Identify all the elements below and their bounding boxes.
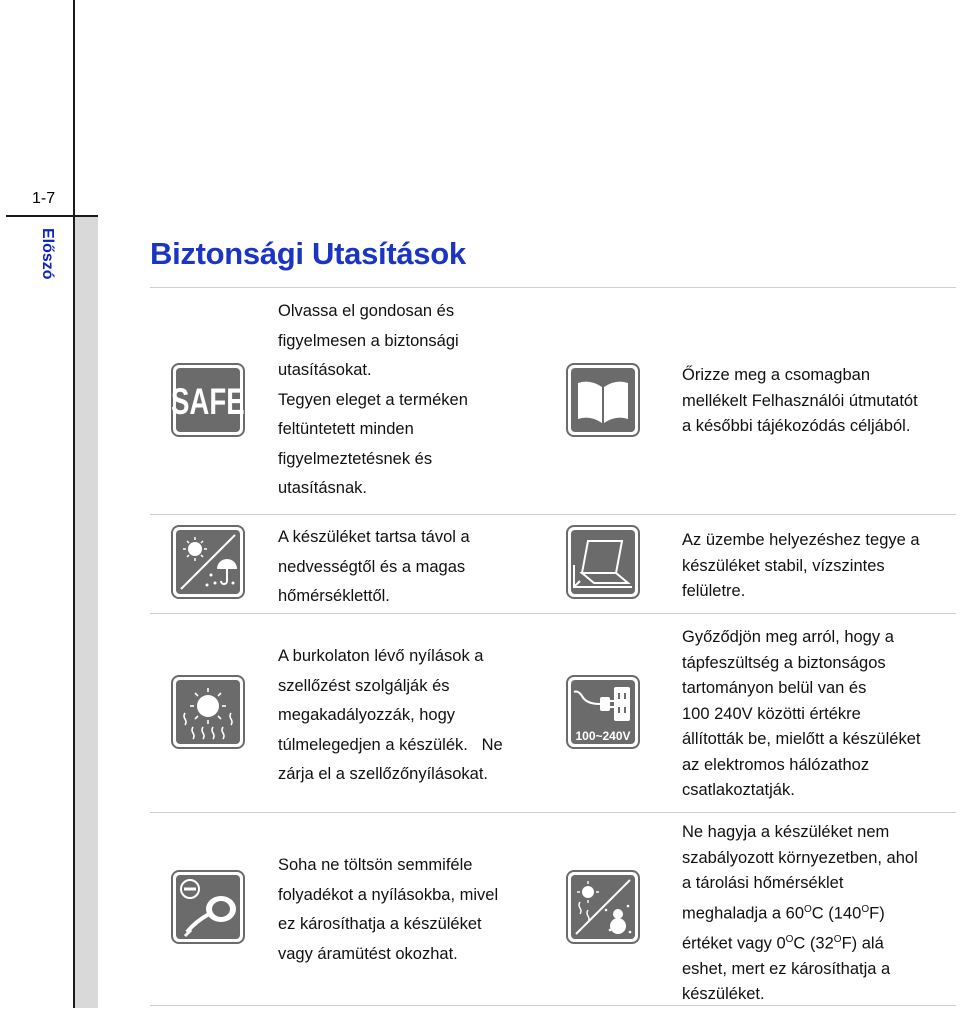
row-separator xyxy=(150,812,956,813)
chapter-label: Előszó xyxy=(39,228,56,280)
safety-text-humidity: A készüléket tartsa távol a nedvességtől és a magas hőmérséklettől. xyxy=(278,528,470,605)
manual-book-icon xyxy=(566,363,640,437)
no-liquid-icon xyxy=(171,870,245,944)
row-separator xyxy=(150,514,956,515)
safety-text-read-instructions: Olvassa el gondosan és figyelmesen a biztonsági utasításokat. Tegyen eleget a terméken feltüntetett minden figyelmeztetésnek és utasításnak. xyxy=(278,302,468,497)
side-tab-strip xyxy=(75,217,98,1008)
row-separator xyxy=(150,613,956,614)
safety-text-manual: Őrizze meg a csomagban mellékelt Felhasználói útmutatót a későbbi tájékozódás céljából. xyxy=(682,366,918,435)
voltage-label: 100~240V xyxy=(575,729,631,743)
power-voltage-icon xyxy=(566,675,640,749)
page-title: Biztonsági Utasítások xyxy=(150,236,466,271)
humidity-heat-icon xyxy=(171,525,245,599)
safety-text-flat-surface: Az üzembe helyezéshez tegye a készüléket stabil, vízszintes felületre. xyxy=(682,531,920,600)
temperature-limit-icon xyxy=(566,870,640,944)
temperature-line-high: meghaladja a $60^OC$ $(140^OF)$ xyxy=(682,903,885,922)
page-number: 1-7 xyxy=(32,190,56,207)
safety-text-ventilation: A burkolaton lévő nyílások a szellőzést szolgálják és megakadályozzák, hogy túlmelegedjen a készülék. Ne zárja el a szellőzőnyílásokat. xyxy=(278,647,503,783)
svg-text:SAFE: SAFE xyxy=(171,380,245,423)
safety-text-no-liquid: Soha ne töltsön semmiféle folyadékot a nyílásokba, mivel ez károsíthatja a készüléket vagy áramütést okozhat. xyxy=(278,856,499,963)
safe-icon xyxy=(171,363,245,437)
safety-text-temperature: Ne hagyja a készüléket nem szabályozott környezetben, ahol a tárolási hőmérséklet meghaladja a $60^OC$ $(140^OF)$ értéket vagy $0^OC$ $(32^OF)$ alá eshet, mert ez károsíthatja a készüléket. xyxy=(682,823,918,1003)
safety-text-voltage: Győződjön meg arról, hogy a tápfeszültség a biztonságos tartományon belül van és 100 240V közötti értékre állították be, mielőtt a készüléket az elektromos hálózathoz csatlakoztatják. xyxy=(682,628,921,799)
laptop-flat-surface-icon xyxy=(566,525,640,599)
ventilation-heat-icon xyxy=(171,675,245,749)
temperature-line-low: értéket vagy $0^OC$ $(32^OF)$ alá xyxy=(682,933,884,952)
row-separator xyxy=(150,287,956,288)
